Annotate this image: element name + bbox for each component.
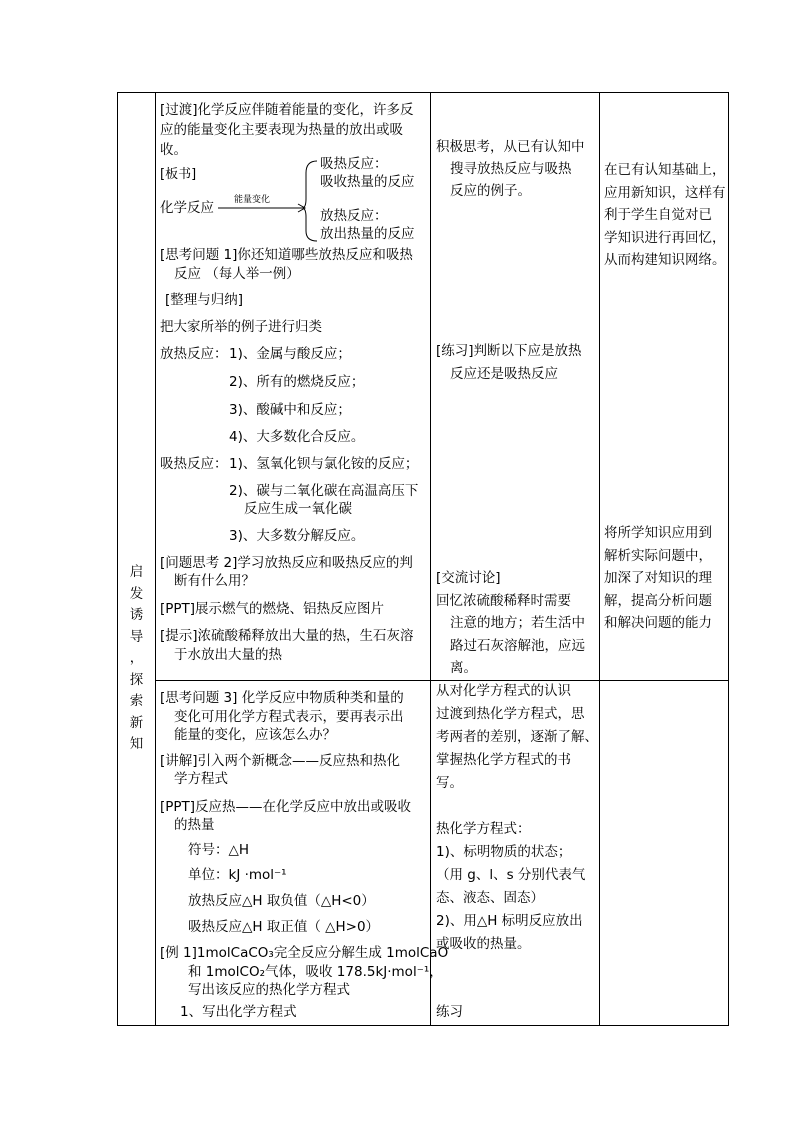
lesson-plan-table — [117, 92, 729, 1026]
transition-line: 应的能量变化主要表现为热量的放出或吸 — [160, 122, 403, 138]
exo-item: 2)、所有的燃烧反应； — [229, 374, 365, 390]
tce-item: 态、液态、固态） — [436, 890, 544, 906]
example-line: [例 1]1molCaCO₃完全反应分解生成 1molCaO — [160, 945, 449, 961]
intent-line: 利于学生自觉对已 — [604, 207, 712, 223]
intent-line: 解析实际问题中， — [604, 548, 712, 564]
intent-line: 和解决问题的能力 — [604, 615, 712, 631]
student-think: 反应的例子。 — [450, 183, 531, 199]
endo-title: 吸热反应： — [320, 156, 388, 172]
transition-line: [过渡]化学反应伴随着能量的变化，许多反 — [160, 102, 414, 118]
student-discuss: 回忆浓硫酸稀释时需要 — [436, 593, 571, 609]
transition-line: 收。 — [160, 142, 187, 158]
phase-char: 探 — [129, 671, 144, 688]
student-line: 掌握热化学方程式的书 — [436, 752, 571, 768]
intent-line: 学知识进行再回忆， — [604, 230, 726, 246]
endo-value-line: 吸热反应△H 取正值（ △H>0） — [188, 919, 380, 935]
intent-line: 解，提高分析问题 — [604, 593, 712, 609]
hint-line: 于水放出大量的热 — [174, 647, 282, 663]
phase-char: 索 — [129, 693, 144, 709]
intent-line: 在已有认知基础上， — [604, 162, 726, 178]
endo-item: 1)、氢氧化钡与氯化铵的反应； — [229, 456, 419, 472]
student-practice: 反应还是吸热反应 — [450, 366, 558, 382]
endo-desc: 吸收热量的反应 — [320, 174, 415, 190]
question1-line: [思考问题 1]你还知道哪些放热反应和吸热 — [160, 247, 413, 263]
endo-item: 反应生成一氧化碳 — [244, 501, 352, 517]
ppt-line: [PPT]反应热——在化学反应中放出或吸收 — [160, 799, 412, 815]
exo-item: 1)、金属与酸反应； — [229, 346, 351, 362]
question2-line: [问题思考 2]学习放热反应和吸热反应的判 — [160, 555, 413, 571]
practice-label: 练习 — [436, 1004, 463, 1020]
summary-heading: [整理与归纳] — [165, 292, 244, 308]
student-think: 积极思考，从已有认知中 — [436, 139, 585, 155]
question3-line: [思考问题 3] 化学反应中物质种类和量的 — [160, 690, 404, 706]
phase-char: 知 — [129, 736, 144, 752]
student-discuss: [交流讨论] — [436, 570, 501, 586]
student-practice: [练习]判断以下应是放热 — [436, 343, 582, 359]
student-line: 写。 — [436, 775, 463, 791]
phase-char: ， — [129, 650, 144, 666]
question3-line: 能量的变化，应该怎么办？ — [174, 727, 336, 743]
ppt-line: 的热量 — [174, 817, 215, 833]
exo-value-line: 放热反应△H 取负值（△H<0） — [188, 893, 375, 909]
student-discuss: 路过石灰溶解池，应远 — [450, 638, 585, 654]
symbol-line: 符号：△H — [188, 842, 250, 858]
tce-item: 2)、用△H 标明反应放出 — [436, 913, 583, 929]
exo-title: 放热反应： — [320, 208, 388, 224]
question3-line: 变化可用化学方程式表示，要再表示出 — [174, 709, 404, 725]
ppt-line: [PPT]展示燃气的燃烧、铝热反应图片 — [160, 601, 385, 617]
endo-label: 吸热反应： — [160, 456, 228, 472]
question1-line: 反应 （每人举一例） — [174, 266, 300, 282]
tce-heading: 热化学方程式： — [436, 821, 531, 837]
energy-diagram-lines — [218, 159, 318, 243]
phase-char: 启 — [129, 564, 144, 580]
student-discuss: 离。 — [450, 660, 477, 676]
student-line: 考两者的差别，逐渐了解、 — [436, 729, 598, 745]
intent-line: 将所学知识应用到 — [604, 525, 712, 541]
intent-line: 从而构建知识网络。 — [604, 252, 726, 268]
hint-line: [提示]浓硫酸稀释放出大量的热，生石灰溶 — [160, 628, 414, 644]
intent-line: 应用新知识，这样有 — [604, 185, 726, 201]
phase-char: 发 — [129, 585, 144, 602]
brace-icon — [302, 161, 317, 241]
column-divider-2 — [430, 93, 431, 1025]
summary-intro: 把大家所举的例子进行归类 — [160, 319, 322, 335]
example-line: 和 1molCO₂气体，吸收 178.5kJ·mol⁻¹， — [188, 964, 443, 980]
phase-char: 新 — [129, 714, 144, 731]
tce-item: （用 g、l、s 分别代表气 — [436, 867, 586, 883]
phase-char: 导 — [129, 628, 144, 645]
phase-char: 诱 — [129, 607, 144, 623]
student-line: 过渡到热化学方程式，思 — [436, 706, 585, 722]
intent-line: 加深了对知识的理 — [604, 570, 712, 586]
arrow-label: 能量变化 — [234, 195, 271, 205]
board-label: [板书] — [160, 167, 197, 182]
question2-line: 断有什么用？ — [174, 573, 255, 589]
unit-line: 单位：kJ ·mol⁻¹ — [188, 867, 287, 883]
exo-item: 3)、酸碱中和反应； — [229, 402, 351, 418]
column-divider-3 — [599, 93, 600, 1025]
tce-item: 1)、标明物质的状态； — [436, 844, 572, 860]
endo-item: 3)、大多数分解反应。 — [229, 528, 365, 544]
tce-item: 或吸收的热量。 — [436, 936, 531, 952]
student-think: 搜寻放热反应与吸热 — [450, 161, 572, 177]
student-line: 从对化学方程式的认识 — [436, 683, 571, 699]
student-discuss: 注意的地方；若生活中 — [450, 615, 585, 631]
reaction-source: 化学反应 — [160, 200, 214, 216]
endo-item: 2)、碳与二氧化碳在高温高压下 — [229, 483, 419, 499]
exo-desc: 放出热量的反应 — [320, 226, 415, 242]
lecture-line: 学方程式 — [174, 771, 228, 787]
phase-label — [118, 562, 155, 756]
step-line: 1、写出化学方程式 — [180, 1004, 297, 1020]
exo-item: 4)、大多数化合反应。 — [229, 429, 365, 445]
example-line: 写出该反应的热化学方程式 — [188, 982, 350, 998]
exo-label: 放热反应： — [160, 346, 228, 362]
column-divider-1 — [155, 93, 156, 1025]
lecture-line: [讲解]引入两个新概念——反应热和热化 — [160, 753, 401, 769]
